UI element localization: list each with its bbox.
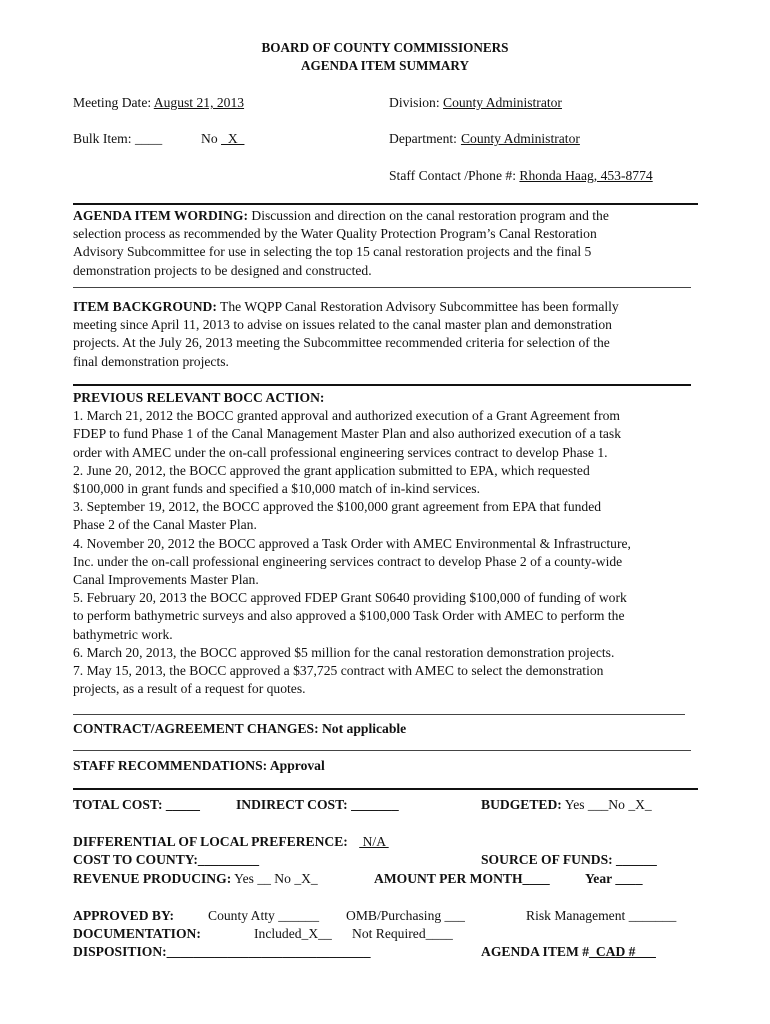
section-divider [73,384,691,386]
background-line: The WQPP Canal Restoration Advisory Subcommittee has been formally [220,299,619,314]
background-line: projects. At the July 26, 2013 meeting the Subcommittee recommended criteria for selection of the [73,335,610,351]
department [389,130,580,148]
action-line: 4. November 20, 2012 the BOCC approved a Task Order with AMEC Environmental & Infrastructure, [73,535,631,551]
differential-label: DIFFERENTIAL OF LOCAL PREFERENCE: [73,834,348,849]
section-divider [73,788,698,790]
action-line: FDEP to fund Phase 1 of the Canal Management Master Plan and also authorized execution of a task [73,426,622,442]
meeting-date-label: Meeting Date: [73,95,152,110]
action-line: 7. May 15, 2013, the BOCC approved a $37,725 contract with AMEC to select the demonstration [73,663,604,679]
document-title: BOARD OF COUNTY COMMISSIONERS [261,40,509,55]
revenue-producing-value: Yes __ No _X_ [234,871,318,886]
wording-line: Discussion and direction on the canal restoration program and the [251,208,609,223]
differential-value: N/A [359,834,389,849]
total-cost: TOTAL COST: _____ [73,797,200,812]
year: Year ____ [585,871,643,886]
budgeted-value: Yes ___No _X_ [564,797,652,812]
action-line: order with AMEC under the on-call professional engineering services contract to develop Phase 1. [73,444,608,460]
agenda-item-number [481,943,656,961]
section-divider [73,750,691,751]
budgeted-label: BUDGETED: [481,797,562,812]
differential-local-preference [73,833,389,851]
division [389,94,562,112]
meeting-date [73,94,244,112]
previous-bocc-action [73,389,698,698]
wording-line: demonstration projects to be designed and constructed. [73,262,372,278]
revenue-producing [73,870,318,888]
action-line: 1. March 21, 2012 the BOCC granted approval and authorized execution of a Grant Agreement from [73,408,620,424]
staff-contact [389,167,653,185]
action-line: 5. February 20, 2013 the BOCC approved FDEP Grant S0640 providing $100,000 of funding of work [73,590,627,606]
staff-contact-value: Rhonda Haag, 453-8774 [519,168,653,183]
budgeted [481,796,652,814]
item-background-heading: ITEM BACKGROUND: [73,299,217,314]
action-line: $100,000 in grant funds and specified a $10,000 match of in-kind services. [73,481,480,497]
agenda-item-wording-heading: AGENDA ITEM WORDING: [73,208,248,223]
cost-to-county: COST TO COUNTY:_________ [73,852,260,867]
wording-line: Advisory Subcommittee for use in selecting the top 15 canal restoration projects and the final 5 [73,244,592,260]
bulk-item-label: Bulk Item: [73,131,132,146]
action-line: 3. September 19, 2012, the BOCC approved the $100,000 grant agreement from EPA that funded [73,499,602,515]
action-line: Inc. under the on-call professional engineering services contract to develop Phase 2 of a county-wide [73,553,623,569]
omb-purchasing: OMB/Purchasing ___ [346,908,465,923]
bulk-item-yes-blank: ____ [134,131,163,146]
source-of-funds: SOURCE OF FUNDS: ______ [481,852,657,867]
bulk-item-no [201,130,244,148]
documentation-not-required: Not Required____ [352,926,453,941]
bulk-item [73,130,162,148]
section-divider [73,203,698,205]
action-line: Phase 2 of the Canal Master Plan. [73,517,257,533]
background-line: final demonstration projects. [73,353,229,369]
section-divider [73,287,691,288]
agenda-item-wording [73,207,698,280]
staff-contact-label: Staff Contact /Phone #: [389,168,516,183]
bulk-item-no-value: X [221,131,245,146]
action-line: 6. March 20, 2013, the BOCC approved $5 million for the canal restoration demonstration projects. [73,644,615,660]
disposition: DISPOSITION:______________________________ [73,944,371,959]
previous-bocc-action-heading: PREVIOUS RELEVANT BOCC ACTION: [73,390,325,405]
revenue-producing-label: REVENUE PRODUCING: [73,871,232,886]
agenda-item-number-value: _CAD #___ [589,944,656,959]
action-line: bathymetric work. [73,626,173,642]
county-atty: County Atty ______ [208,908,320,923]
wording-line: selection process as recommended by the Water Quality Protection Program’s Canal Restoration [73,226,597,242]
department-label: Department: [389,131,457,146]
agenda-item-number-label: AGENDA ITEM # [481,944,590,959]
indirect-cost: INDIRECT COST: _______ [236,797,399,812]
division-label: Division: [389,95,440,110]
section-divider [73,714,685,715]
action-line: Canal Improvements Master Plan. [73,572,259,588]
item-background [73,298,698,371]
contract-agreement-changes: CONTRACT/AGREEMENT CHANGES: Not applicable [73,721,407,736]
action-line: 2. June 20, 2012, the BOCC approved the grant application submitted to EPA, which requested [73,462,590,478]
meeting-date-value: August 21, 2013 [153,95,245,110]
action-line: projects, as a result of a request for quotes. [73,681,306,697]
bulk-item-no-label: No [201,131,218,146]
department-value: County Administrator [460,131,580,146]
division-value: County Administrator [443,95,562,110]
documentation-label: DOCUMENTATION: [73,926,201,941]
document-subtitle: AGENDA ITEM SUMMARY [300,58,470,73]
background-line: meeting since April 11, 2013 to advise on issues related to the canal master plan and demonstration [73,317,612,333]
documentation-included: Included_X__ [254,926,332,941]
approved-by-label: APPROVED BY: [73,908,175,923]
staff-recommendations: STAFF RECOMMENDATIONS: Approval [73,758,325,773]
amount-per-month: AMOUNT PER MONTH____ [374,871,550,886]
risk-management: Risk Management _______ [526,908,677,923]
action-line: to perform bathymetric surveys and also approved a $100,000 Task Order with AMEC to perform the [73,608,625,624]
